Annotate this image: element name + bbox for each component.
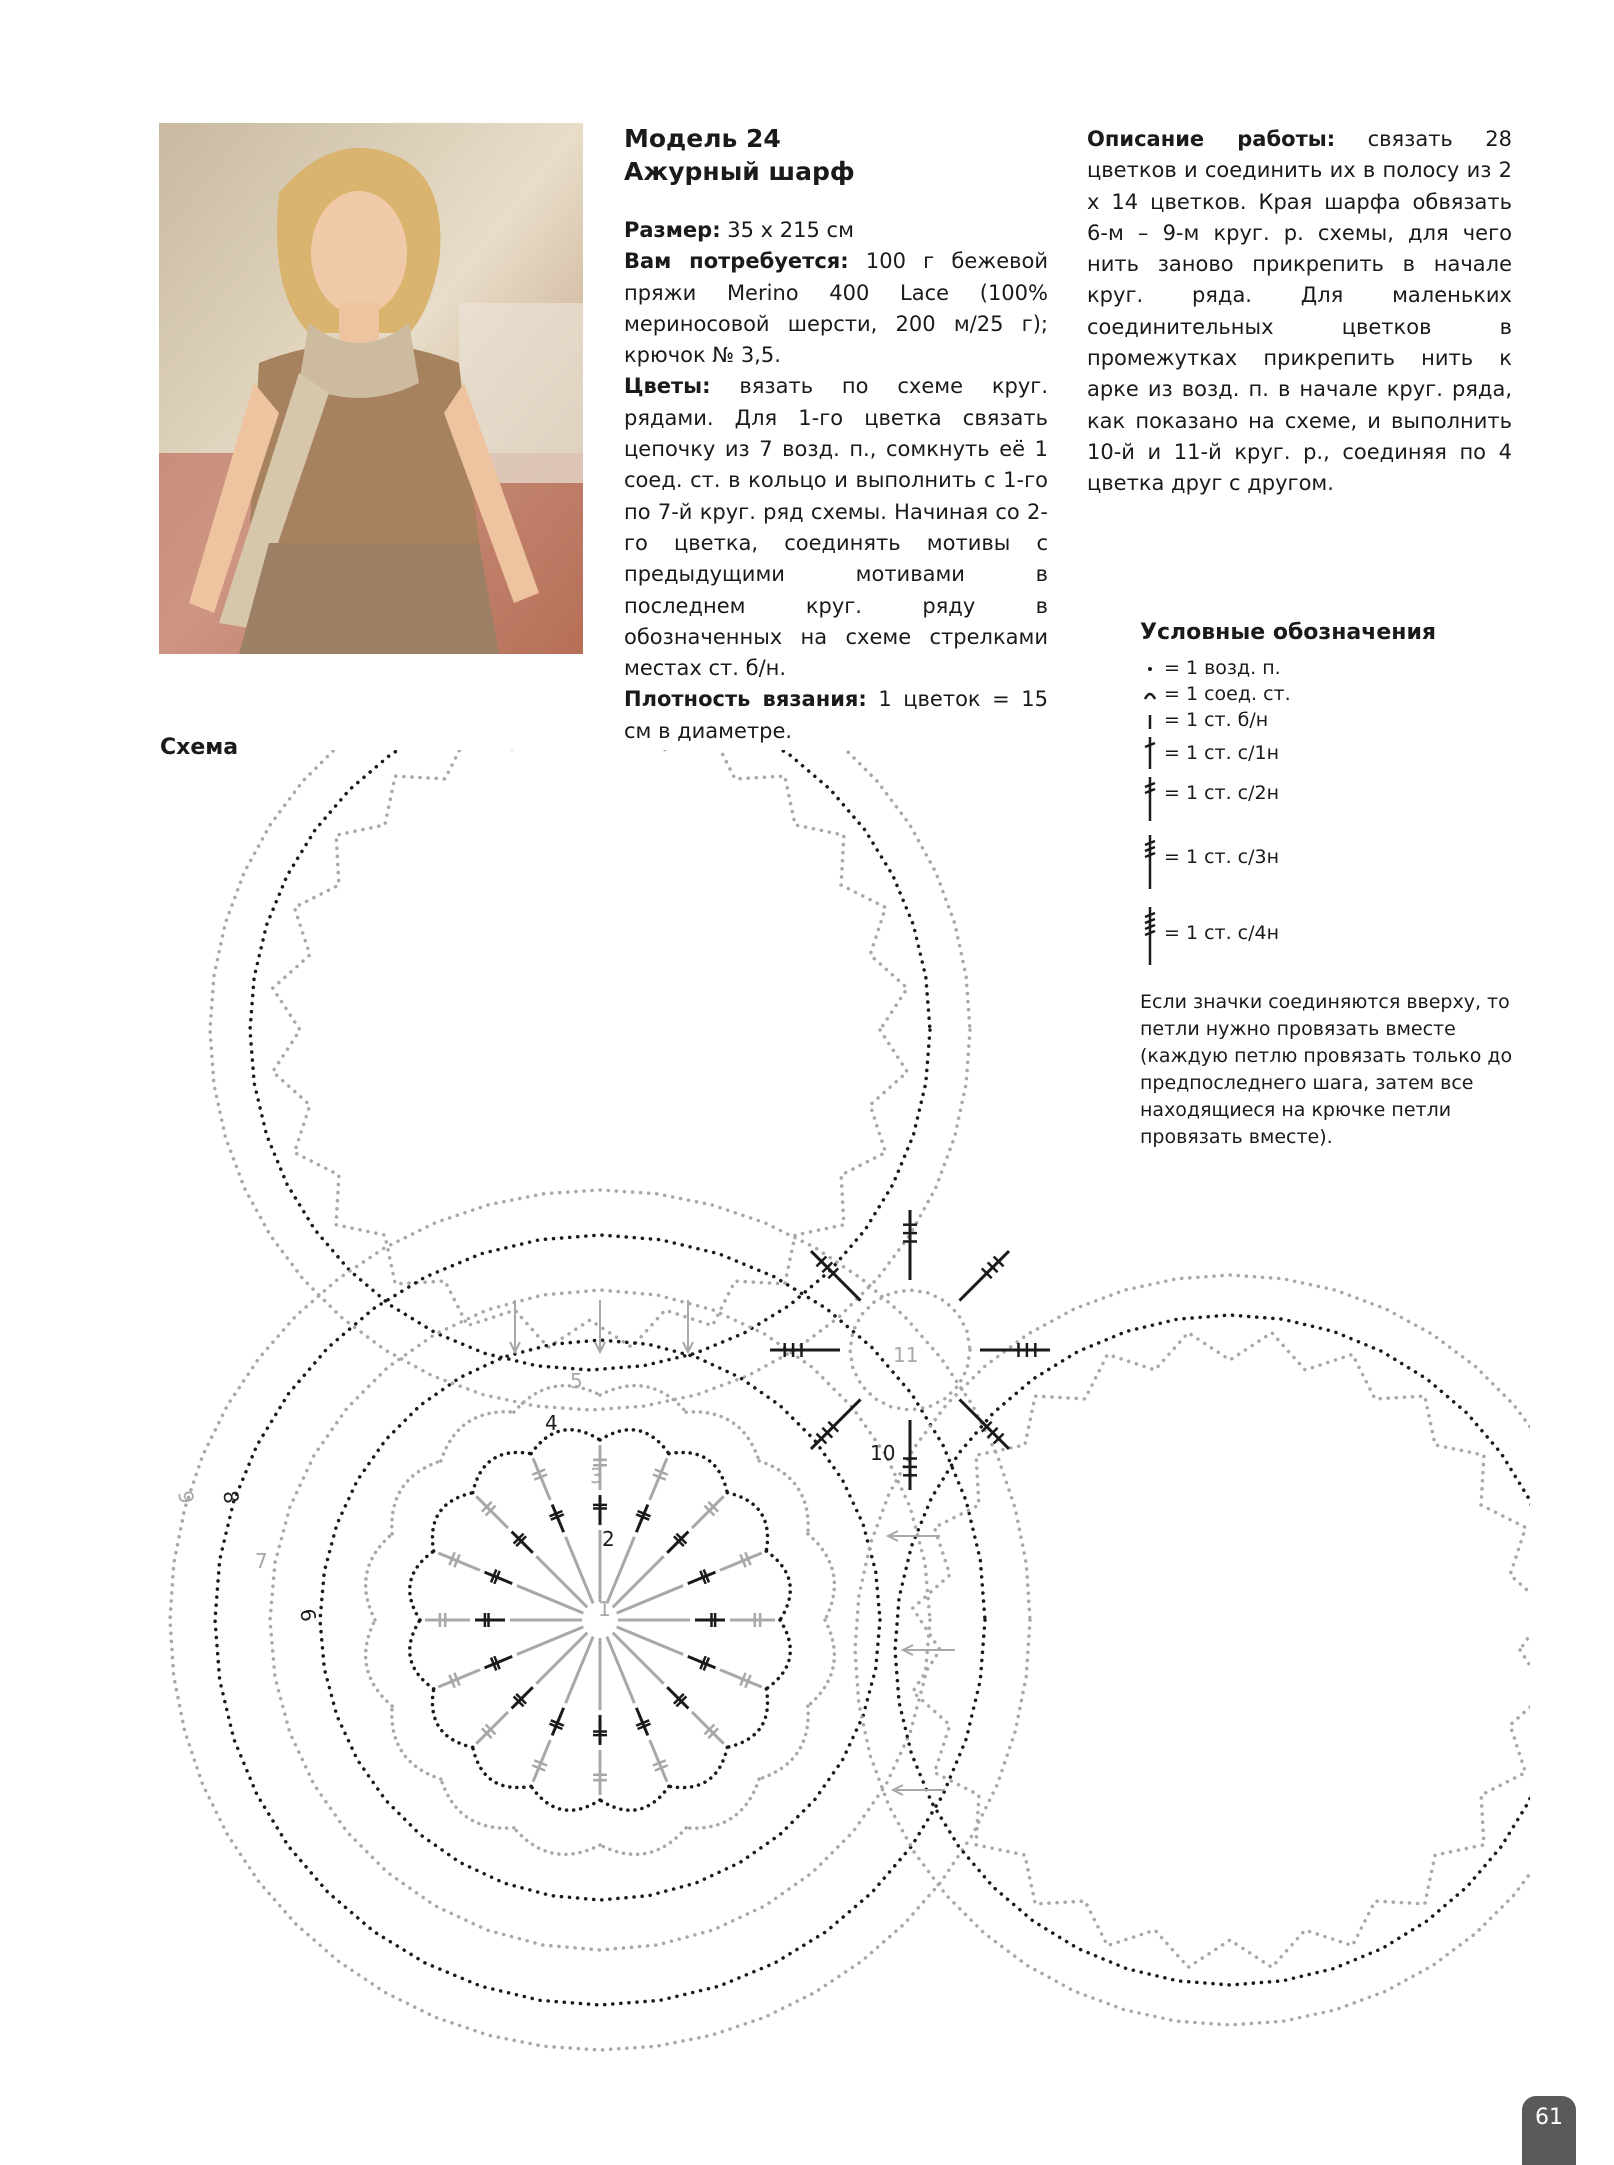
density-value: 1 цветок = 15 см в диаметре. [624, 687, 1048, 743]
materials-paragraph [624, 246, 1048, 371]
description-paragraph [1087, 124, 1512, 500]
density-paragraph [624, 684, 1048, 747]
legend-item [1140, 707, 1530, 733]
legend-text: = 1 соед. ст. [1164, 683, 1291, 705]
legend-text: = 1 ст. с/4н [1164, 922, 1280, 944]
description-label: Описание работы: [1087, 127, 1336, 151]
crochet-diagram [150, 750, 1530, 2120]
round-label: 4 [545, 1411, 558, 1435]
round-label: 7 [255, 1549, 268, 1573]
round-label: 9 [173, 1488, 199, 1506]
round-label: 5 [570, 1369, 583, 1393]
legend-note: Если значки соединяются вверху, то петли нужно провязать вместе (каждую петлю провязать только до предпоследнего шага, затем все находящиеся на крючке петли провязать вместе). [1140, 991, 1513, 1148]
round-label: 6 [295, 1606, 321, 1624]
density-label: Плотность вязания: [624, 687, 867, 712]
page-number: 61 [1535, 2105, 1563, 2130]
round-label: 10 [870, 1441, 896, 1465]
round-label: 8 [218, 1488, 244, 1506]
instructions-left [624, 215, 1048, 747]
page-number-tab [1522, 2096, 1576, 2165]
legend-item [1140, 655, 1530, 681]
model-name: Ажурный шарф [624, 157, 855, 186]
size-value: 35 x 215 см [720, 218, 854, 242]
flowers-paragraph [624, 371, 1048, 684]
legend-text: = 1 возд. п. [1164, 657, 1281, 679]
description-text: связать 28 цветков и соединить их в полосу из 2 x 14 цветков. Края шарфа обвязать 6-м – 9-м круг. р. схемы, для чего нить заново прикрепить в начале круг. ряда. Для маленьких соединительных цветков в промежутках прикрепить нить к арке из возд. п. в начале круг. ряда, как показано на схеме, и выполнить 10-й и 11-й круг. р., соединяя по 4 цветка друг с другом. [1087, 127, 1512, 496]
size-paragraph [624, 215, 1048, 246]
model-number: Модель 24 [624, 124, 781, 153]
flowers-value: вязать по схеме круг. рядами. Для 1-го цветка связать цепочку из 7 возд. п., сомкнуть её 1 соед. ст. в кольцо и выполнить с 1-го по 7-й круг. ряд схемы. Начиная со 2-го цветка, соединять мотивы с предыдущими мотивами в последнем круг. ряду в обозначенных на схеме стрелками местах ст. б/н. [624, 374, 1048, 681]
size-label: Размер: [624, 218, 721, 242]
legend-item [1140, 681, 1530, 707]
round-label: 1 [598, 1597, 611, 1621]
slip-stitch-icon [1140, 681, 1160, 707]
materials-label: Вам потребуется: [624, 249, 849, 274]
round-label: 11 [893, 1343, 919, 1367]
legend-text: = 1 ст. б/н [1164, 709, 1269, 731]
schema-label: Схема [160, 735, 239, 760]
chain-icon [1140, 655, 1160, 681]
legend-title: Условные обозначения [1140, 620, 1437, 645]
legend-text: = 1 ст. с/3н [1164, 846, 1280, 868]
model-photo [159, 123, 583, 654]
round-label: 2 [602, 1527, 615, 1551]
materials-value: 100 г бежевой пряжи Merino 400 Lace (100% мериносовой шерсти, 200 м/25 г); крючок № 3,5. [624, 249, 1048, 368]
instructions-right [1087, 124, 1512, 500]
flowers-label: Цветы: [624, 374, 711, 399]
round-label: 3 [590, 1464, 603, 1488]
round-labels [173, 1343, 918, 1623]
legend-text: = 1 ст. с/1н [1164, 742, 1280, 764]
model-title [624, 122, 1064, 188]
single-crochet-icon [1140, 707, 1160, 733]
flower-motif-top-left [210, 750, 970, 1410]
legend-text: = 1 ст. с/2н [1164, 782, 1280, 804]
